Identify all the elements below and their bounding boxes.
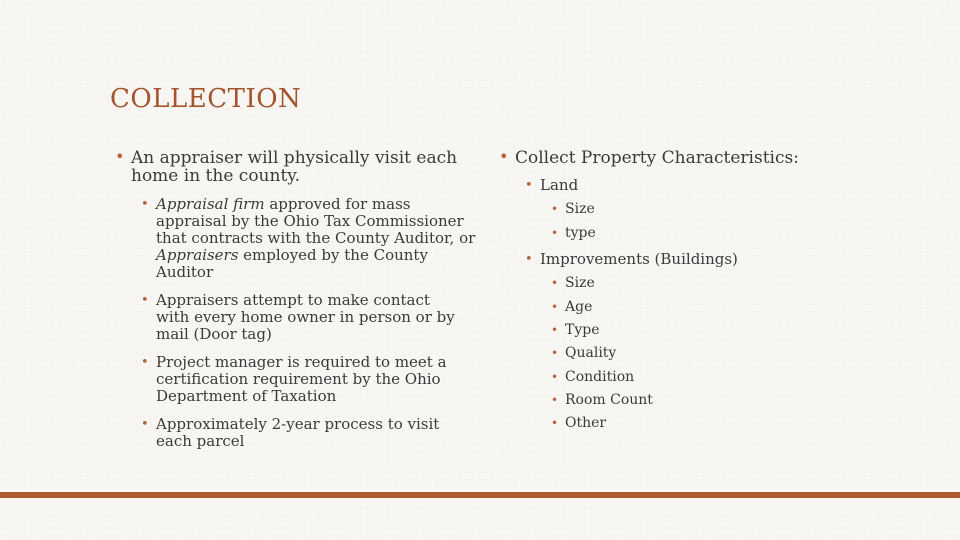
bullet-icon: •	[141, 197, 149, 212]
improvement-item: • Age	[551, 299, 593, 315]
improvement-item: • Type	[551, 322, 600, 338]
right-main-text: Collect Property Characteristics:	[515, 148, 799, 168]
bullet-icon: •	[551, 226, 559, 240]
process-text: Approximately 2-year process to visit each parcel	[156, 415, 440, 450]
improvement-item: • Quality	[551, 345, 617, 361]
bullet-icon: •	[551, 276, 559, 290]
firm-text: approved for mass appraisal by the Ohio Tax Commissioner that contracts with the County Auditor, or	[156, 195, 476, 247]
left-sub-bullet-2	[141, 291, 466, 343]
auditor-text: employed by the County Auditor	[156, 246, 428, 281]
bullet-icon: •	[551, 202, 559, 216]
left-sub-bullet-4	[141, 415, 456, 450]
land-item: • type	[551, 225, 596, 241]
improvement-item: • Condition	[551, 369, 635, 385]
bullet-icon: •	[525, 252, 533, 267]
improvement-item: • Size	[551, 275, 595, 291]
land-bullet	[525, 176, 579, 194]
bullet-icon: •	[551, 300, 559, 314]
bullet-icon: •	[551, 323, 559, 337]
land-text: Land	[540, 176, 579, 194]
right-main-bullet	[499, 147, 835, 168]
contact-text: Appraisers attempt to make contact with every home owner in person or by mail (Door tag)	[156, 291, 455, 343]
left-main-bullet	[115, 147, 471, 186]
improvements-text: Improvements (Buildings)	[540, 250, 738, 268]
appraisers-emphasis: Appraisers	[156, 246, 239, 264]
improvement-item: • Other	[551, 415, 607, 431]
left-sub-bullet-1	[141, 195, 476, 281]
certification-text: Project manager is required to meet a certification requirement by the Ohio Department of Taxation	[156, 353, 447, 405]
bullet-icon: •	[141, 293, 149, 308]
improvement-item: • Room Count	[551, 392, 653, 408]
bullet-icon: •	[551, 346, 559, 360]
slide-title: COLLECTION	[110, 84, 302, 114]
bullet-icon: •	[141, 417, 149, 432]
firm-emphasis: Appraisal firm	[156, 195, 265, 213]
bullet-icon: •	[551, 370, 559, 384]
bullet-icon: •	[525, 178, 533, 193]
bullet-icon: •	[499, 147, 509, 166]
bullet-icon: •	[551, 393, 559, 407]
land-item: • Size	[551, 201, 595, 217]
left-main-text: An appraiser will physically visit each home in the county.	[131, 148, 458, 186]
bottom-accent-bar	[0, 492, 960, 498]
bullet-icon: •	[115, 147, 125, 166]
bullet-icon: •	[551, 416, 559, 430]
improvements-bullet	[525, 250, 738, 268]
left-sub-bullet-3	[141, 353, 456, 405]
bullet-icon: •	[141, 355, 149, 370]
